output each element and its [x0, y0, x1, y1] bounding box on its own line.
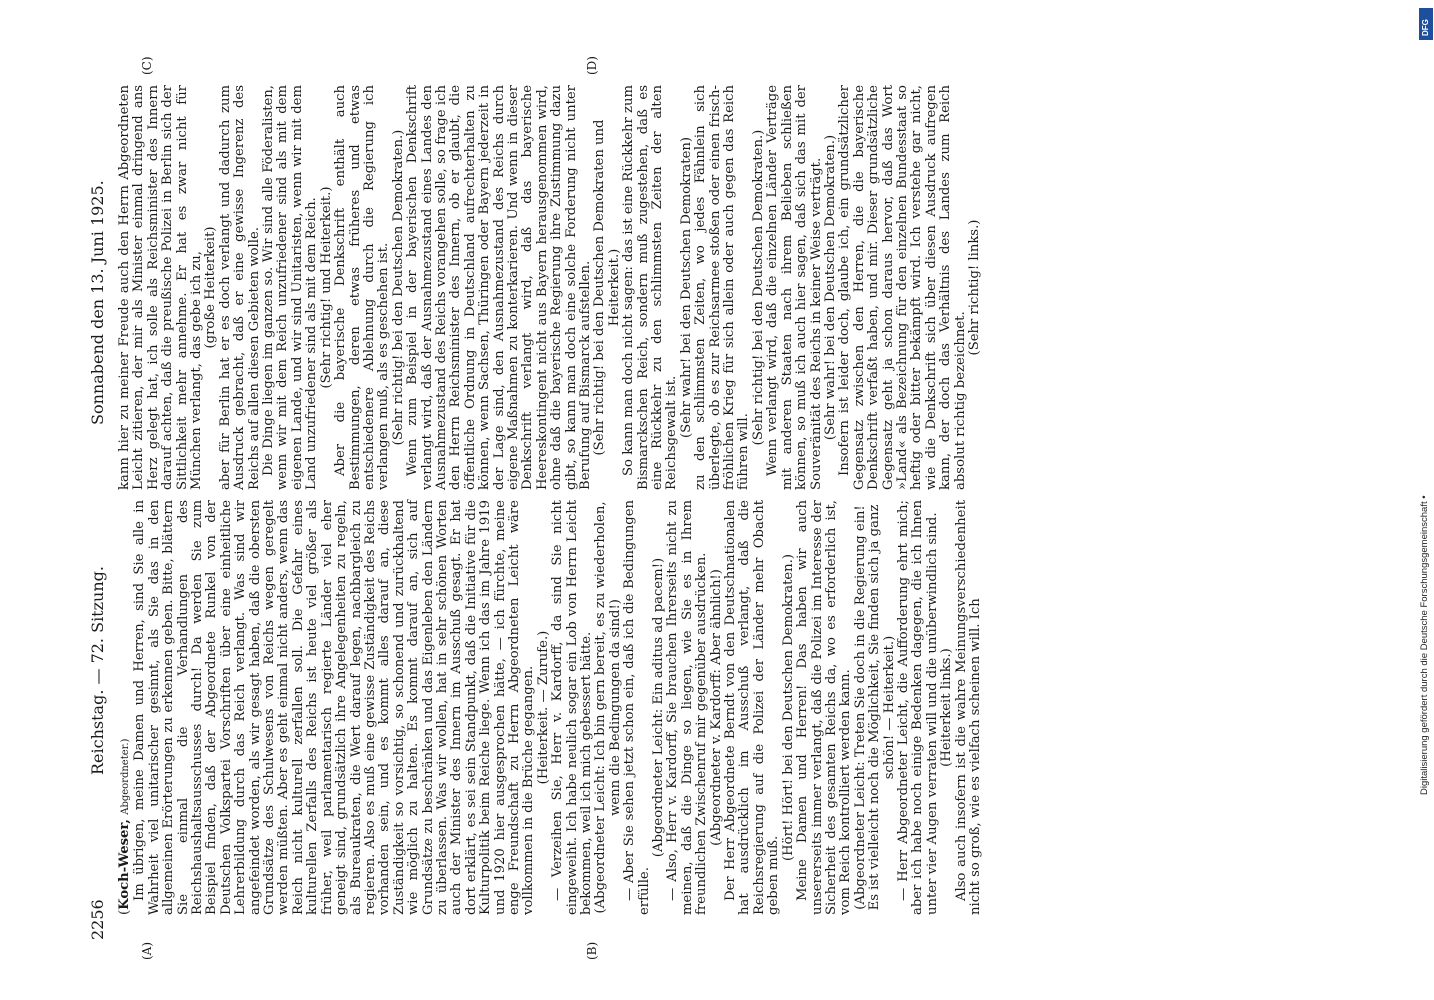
paragraph: Meine Damen und Herren! Das haben wir auch unsererseits immer verlangt, daß die Polizei im Interesse der Sicherheit des gesamten Reichs da, wo es erforderlich ist, vom Reich kontrolliert werden kann.	[795, 500, 854, 915]
credit-text: Digitalisierung gefördert durch die Deutsche Forschungsgemeinschaft •	[1419, 495, 1430, 795]
paragraph: aber für Berlin hat er es doch verlangt und dadurch zum Ausdruck gebracht, daß er eine gewisse Ingerenz des Reichs auf allen diesen Gebieten wolle.	[217, 85, 262, 490]
paragraph: Aber die bayerische Denkschrift enthält auch Bestimmungen, deren etwas früheres und etwas entschiedenere Ablehnung durch die Regierung ich verlangen muß, als es geschehen ist.	[333, 85, 392, 490]
stage-direction: (große Heiterkeit)	[203, 226, 219, 349]
paragraph: — Aber Sie sehen jetzt schon ein, daß ich die Bedingungen erfülle.	[622, 500, 652, 915]
stage-direction: (Abgeordneter Leicht: Ein aditus ad pacem!)	[651, 557, 667, 858]
paragraph: — Herr Abgeordneter Leicht, die Aufforderung ehrt mich; aber ich habe noch einige Bedenken dagegen, die ich Ihnen unter vier Augen verraten will und die unüberwindlich sind.	[895, 500, 940, 915]
stage-direction: (Hört! Hört! bei den Deutschen Demokraten.)	[780, 553, 796, 862]
stage-direction: (Sehr wahr! bei den Deutschen Demokraten.)	[822, 134, 838, 441]
left-column	[118, 500, 983, 915]
stage-direction: (Abgeordneter v. Kardorff: Aber ähnlich!)	[708, 569, 724, 846]
paragraph: Im übrigen, meine Damen und Herren, sind Sie alle in Wahrheit viel unitarischer gesinnt, als Sie das in den allgemeinen Erörterungen zu erkennen geben. Bitte, blättern Sie einmal die Verhandlungen des Reichshaushaltsausschusses durch! Da werden Sie zum Beispiel finden, daß der Abgeordnete Runkel von der Deutschen Volkspartei Vorschriften über eine einheitliche Lehrerbildung durch das Reich verlangt. Was sind wir angefeindet worden, als wir gesagt haben, daß die obersten Grundsätze des Schulwesens von Reichs wegen geregelt werden müßten. Aber es geht einmal nicht anders, wenn das Reich nicht kulturell zerfallen soll. Die Gefahr eines kulturellen Zerfalls des Reichs ist heute viel größer als früher, weil parlamentarisch regierte Länder viel eher geneigt sind, grundsätzlich ihre Angelegenheiten zu regeln, als Bureaukraten, die Wert darauf legen, nachbargleich zu regieren. Also es muß eine gewisse Zuständigkeit des Reichs vorhanden sein, und es kommt alles darauf an, diese Zuständigkeit so vorsichtig, so schonend und zurückhaltend wie möglich zu halten. Es kommt darauf an, sich auf Grundsätze zu beschränken und das Eigenleben den Ländern zu überlassen. Was wir wollen, hat in sehr schönen Worten auch der Minister des Innern im Ausschuß gesagt. Er hat dort erklärt, es sei sein Standpunkt, daß die Initiative für die Kulturpolitik beim Reiche liege. Wenn ich das im Jahre 1919 und 1920 hier ausgesprochen hätte, — ich fürchte, meine enge Freundschaft zu Herrn Abgeordneten Leicht wäre vollkommen in die Brüche gegangen.	[132, 500, 537, 915]
dfg-logo: DFG	[1419, 8, 1433, 40]
paragraph: So kann man doch nicht sagen: das ist eine Rückkehr zum Bismarckschen Reich, sondern muß zugestehen, daß es eine Rückkehr zu den schlimmsten Zeiten der alten Reichsgewalt ist.	[621, 85, 680, 490]
margin-mark-c: (C)	[140, 56, 154, 75]
digitization-credit	[1419, 10, 1434, 990]
stage-direction: (Abgeordneter Leicht: Treten Sie doch in die Regierung ein! Es ist vielleicht noch die Möglichkeit, Sie finden sich ja ganz schön! — Heiterkeit.)	[852, 504, 897, 911]
paragraph: — Also, Herr v. Kardorff, Sie brauchen Ihrerseits nicht zu meinen, daß die Dinge so liegen, wie Sie es in Ihrem freundlichen Zwischenruf mir gegenüber ausdrücken.	[665, 500, 710, 915]
margin-mark-a: (A)	[140, 941, 154, 960]
speaker-role: Abgeordneter.)	[120, 738, 131, 815]
stage-direction: (Sehr richtig! bei den Deutschen Demokraten und Heiterkeit.)	[592, 119, 622, 456]
margin-mark-b: (B)	[585, 941, 599, 960]
paragraph: — Verzeihen Sie, Herr v. Kardorff, da sind Sie nicht eingeweiht. Ich habe neulich sogar ein Lob von Herrn Leicht bekommen, weil ich mich gebessert hätte.	[550, 500, 594, 915]
paragraph: Wenn verlangt wird, daß die einzelnen Länder Verträge mit anderen Staaten nach ihrem Belieben schließen können, so muß ich auch hier sagen, daß sich das mit der Souveränität des Reichs in keiner Weise verträgt.	[765, 85, 824, 490]
paragraph: Wenn zum Beispiel in der bayerischen Denkschrift verlangt wird, daß der Ausnahmezustand eines Landes den Ausnahmezustand des Reichs vorangehen solle, so frage ich den Herrn Reichsminister des Innern, ob er glaubt, die öffentliche Ordnung in Deutschland aufrechterhalten zu können, wenn Sachsen, Thüringen oder Bayern jederzeit in der Lage sind, den Ausnahmezustand des Reichs durch eigene Maßnahmen zu konterkarieren. Und wenn in dieser Denkschrift verlangt wird, daß das bayerische Heereskontingent nicht aus Bayern herausgenommen wird, ohne daß die bayerische Regierung ihre Zustimmung dazu gibt, so kann man doch eine solche Forderung nicht unter Berufung auf Bismarck aufstellen.	[405, 85, 593, 490]
paragraph: Die Dinge liegen im ganzen so. Wir sind alle Föderalisten, wenn wir mit dem Reich unzufriedener sind als mit dem eigenen Lande, und wir sind Unitaristen, wenn wir mit dem Land unzufriedener sind als mit dem Reich.	[261, 85, 320, 490]
session-date: Sonnabend den 13. Juni 1925.	[88, 180, 107, 425]
stage-direction: (Abgeordneter Leicht: Ich bin gern bereit, es zu wiederholen, wenn die Bedingungen da sind!)	[593, 501, 623, 914]
session-title: Reichstag. — 72. Sitzung.	[88, 566, 107, 775]
paragraph: Der Herr Abgeordnete Berndt von den Deutschnationalen hat ausdrücklich im Ausschuß verlangt, daß die Reichsregierung auf die Polizei der Länder mehr Obacht geben muß.	[723, 500, 782, 915]
stage-direction: (Sehr richtig! und Heiterkeit.)	[318, 186, 334, 389]
stage-direction: (Sehr richtig! links.)	[966, 219, 982, 356]
stage-direction: (Heiterkeit links.)	[939, 648, 955, 767]
speaker-name: Koch-Weser,	[117, 818, 132, 910]
rotated-page-content	[0, 20, 1410, 1000]
stage-direction: (Heiterkeit. — Zurufe.)	[535, 630, 551, 785]
stage-direction: (Sehr wahr! bei den Deutschen Demokraten)	[678, 136, 694, 439]
paragraph: kann hier zu meiner Freude auch den Herrn Abgeordneten Leicht zitieren, der mir als Minister einmal dringend ans Herz gelegt hat, ich solle als Reichsminister des Innern darauf achten, daß die preußische Polizei in Berlin sich der Sittlichkeit mehr annehme. Er hat es zwar nicht für München verlangt, das gebe ich zu,	[117, 85, 205, 490]
right-column	[118, 85, 982, 490]
paragraph: Also auch insofern ist die wahre Meinungsverschiedenheit nicht so groß, wie es vielfach scheinen will. Ich	[953, 500, 983, 915]
stage-direction: (Sehr richtig! bei den Deutschen Demokraten.)	[390, 129, 406, 446]
paragraph: zu den schlimmsten Zeiten, wo jedes Fähnlein sich überlegte, ob es zur Reichsarmee stoßen oder einen frisch-fröhlichen Krieg für sich allein oder auch gegen das Reich führen will.	[693, 85, 752, 490]
paragraph: Insofern ist leider doch, glaube ich, ein grundsätzlicher Gegensatz zwischen den Herren, die die bayerische Denkschrift verfaßt haben, und mir. Dieser grundsätzliche Gegensatz geht ja schon daraus hervor, daß das Wort »Land« als Bezeichnung für den einzelnen Bundesstaat so heftig oder bitter bekämpft wird. Ich verstehe gar nicht, wie die Denkschrift sich über diesen Ausdruck aufregen kann, der doch das Verhältnis des Landes zum Reich absolut richtig bezeichnet.	[837, 85, 968, 490]
speaker-line: (Koch-Weser, Abgeordneter.)	[117, 738, 132, 915]
page-header	[88, 75, 114, 940]
page-number: 2256	[88, 899, 107, 940]
margin-mark-d: (D)	[585, 56, 599, 75]
stage-direction: (Sehr richtig! bei den Deutschen Demokraten.)	[750, 129, 766, 446]
